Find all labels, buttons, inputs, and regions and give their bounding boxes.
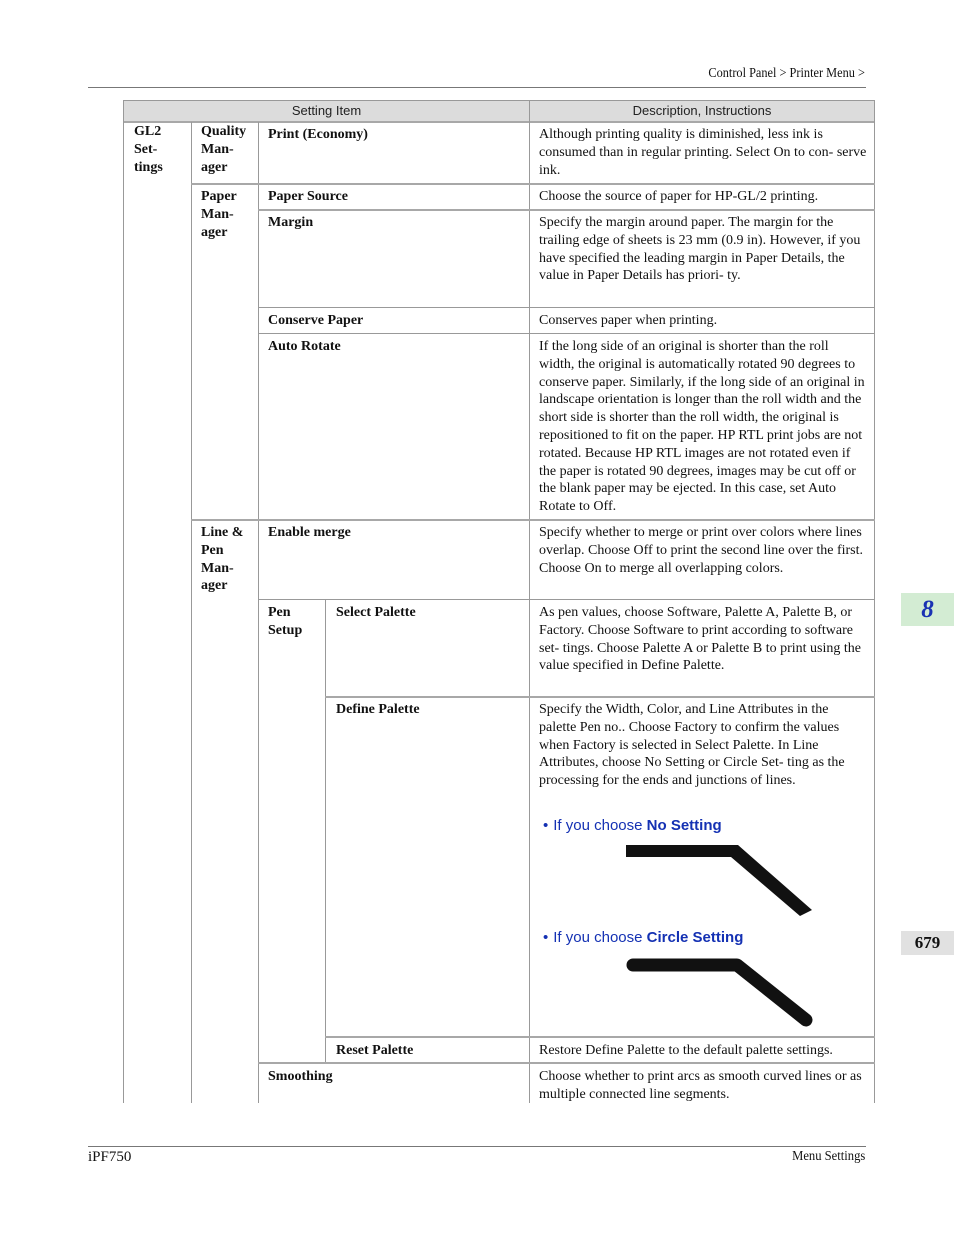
bullet-circle-setting-bold: Circle Setting — [646, 929, 744, 946]
grid-line — [258, 122, 259, 1103]
grid-line — [123, 100, 875, 101]
desc-enable-merge: Specify whether to merge or print over colors where lines overlap. Choose Off to print the second line over the first. Choose On to merge all overlapping colors. — [539, 525, 863, 576]
group-paper-manager: Paper Man- ager — [201, 189, 237, 240]
item-enable-merge: Enable merge — [268, 525, 351, 540]
item-define-palette: Define Palette — [336, 702, 420, 717]
item-paper-source: Paper Source — [268, 189, 348, 204]
col-header-setting-item: Setting Item — [124, 101, 529, 122]
desc-reset-palette: Restore Define Palette to the default palette settings. — [539, 1043, 833, 1058]
bullet-no-setting-prefix: If you choose — [553, 817, 647, 834]
col-header-description: Description, Instructions — [530, 101, 874, 122]
item-smoothing: Smoothing — [268, 1069, 333, 1084]
bullet-circle-setting-prefix: If you choose — [553, 929, 647, 946]
footer-section: Menu Settings — [791, 1149, 865, 1164]
desc-paper-source: Choose the source of paper for HP-GL/2 printing. — [539, 189, 819, 204]
grid-line — [325, 1036, 875, 1038]
chapter-tab[interactable]: 8 — [901, 593, 954, 626]
no-setting-line-illustration — [624, 842, 814, 920]
grid-line — [529, 100, 530, 1103]
page-number: 679 — [901, 931, 954, 955]
grid-line — [258, 307, 875, 308]
item-margin: Margin — [268, 215, 314, 230]
bullet-circle-setting — [543, 929, 743, 946]
group-pen-setup: Pen Setup — [268, 605, 303, 638]
grid-line — [191, 122, 192, 1103]
item-select-palette: Select Palette — [336, 605, 416, 620]
grid-line — [123, 100, 124, 1103]
desc-smoothing: Choose whether to print arcs as smooth curved lines or as multiple connected line segments. — [539, 1069, 862, 1102]
bullet-dot-icon: • — [543, 817, 549, 834]
grid-line — [325, 600, 326, 1063]
bullet-no-setting-bold: No Setting — [646, 817, 722, 834]
grid-line — [258, 333, 875, 334]
item-reset-palette: Reset Palette — [336, 1043, 414, 1058]
grid-line — [325, 696, 875, 698]
grid-line — [258, 599, 875, 600]
desc-auto-rotate: If the long side of an original is shorter than the roll width, the original is automatically rotated 90 degrees to conserve paper. Similarly, if the long side of an original in landscape orientation is longer than the roll width and the short side is shorter than the roll width, the original is repositioned to fit on the paper. HP RTL print jobs are not rotated. Because HP RTL images are not rotated even if the paper is rotated 90 degrees, images may be cut off or the blank paper may be ejected. In this case, set Auto Rotate to Off. — [539, 339, 865, 515]
grid-line — [258, 209, 875, 211]
bullet-dot-icon: • — [543, 929, 549, 946]
grid-line — [258, 1062, 875, 1064]
footer-rule — [88, 1146, 866, 1147]
circle-setting-line-illustration — [624, 953, 816, 1029]
desc-print-economy: Although printing quality is diminished, less ink is consumed than in regular printing. Select On to con- serve ink. — [539, 127, 867, 178]
level1-gl2-settings: GL2 Set- tings — [134, 124, 163, 175]
desc-select-palette: As pen values, choose Software, Palette A, Palette B, or Factory. Choose Software to print according to software set- tings. Choose Palette A or Palette B to print using the value specified in Define Palette. — [539, 605, 861, 674]
group-line-pen-manager: Line & Pen Man- ager — [201, 525, 244, 594]
bullet-no-setting — [543, 817, 722, 834]
desc-margin: Specify the margin around paper. The margin for the trailing edge of sheets is 23 mm (0.9 in). However, if you have specified the leading margin in Paper Details, the value in Paper Details has priori- ty. — [539, 215, 861, 284]
item-print-economy: Print (Economy) — [268, 127, 368, 142]
grid-line — [874, 100, 875, 1103]
grid-line — [191, 519, 875, 521]
item-conserve-paper: Conserve Paper — [268, 313, 364, 328]
desc-conserve-paper: Conserves paper when printing. — [539, 313, 718, 328]
item-auto-rotate: Auto Rotate — [268, 339, 341, 354]
desc-define-palette: Specify the Width, Color, and Line Attributes in the palette Pen no.. Choose Factory to confirm the values when Factory is selected in Select Palette. In Line Attributes, choose No Setting or Circle Set- ting as the processing for the ends and junctions of lines. — [539, 702, 845, 789]
group-quality-manager: Quality Man- ager — [201, 124, 247, 175]
footer-model: iPF750 — [88, 1149, 132, 1165]
grid-line — [191, 183, 875, 185]
breadcrumb: Control Panel > Printer Menu > — [708, 66, 865, 81]
